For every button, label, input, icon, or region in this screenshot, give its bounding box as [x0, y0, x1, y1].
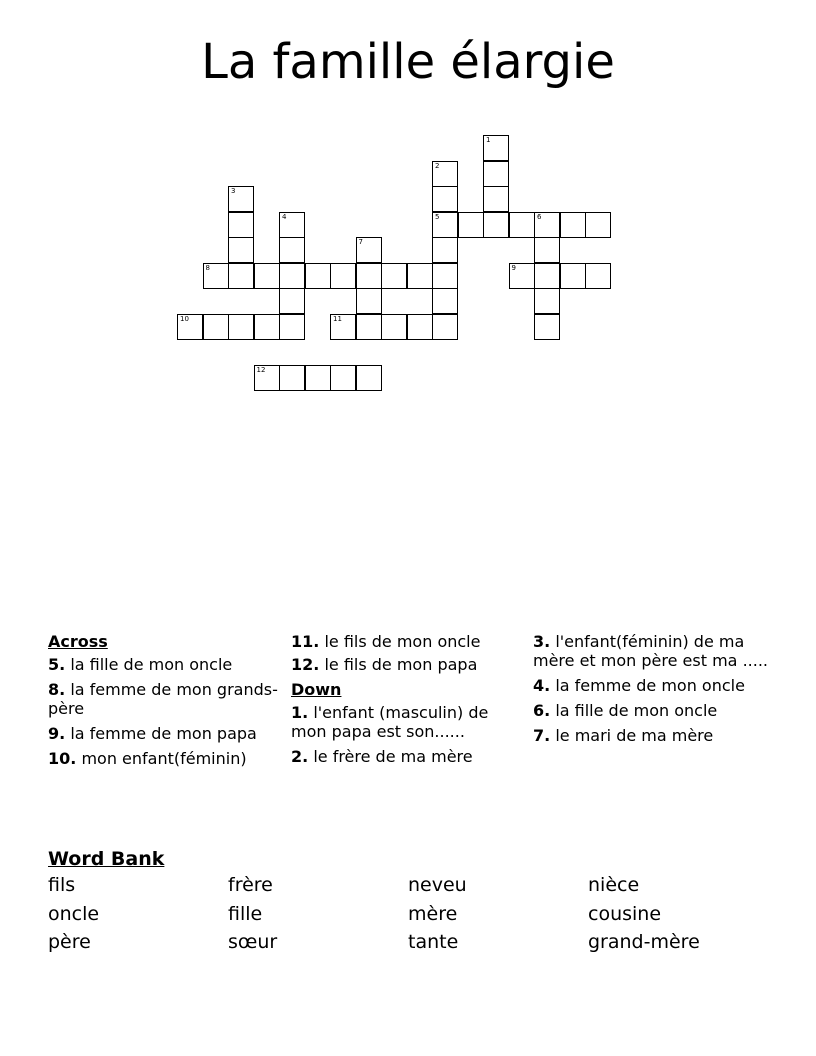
cell-number: 6	[537, 212, 542, 221]
down-clue-7	[533, 726, 768, 745]
cell-number: 1	[486, 136, 491, 144]
crossword-cell[interactable]	[356, 288, 382, 314]
across-clue-5	[48, 655, 280, 674]
crossword-cell[interactable]	[560, 263, 586, 289]
down-clue-1	[291, 703, 526, 741]
clue-text: la fille de mon oncle	[555, 701, 718, 720]
across-clue-12	[291, 655, 526, 674]
clue-number: 12.	[291, 655, 320, 674]
crossword-cell[interactable]	[203, 263, 229, 289]
crossword-cell[interactable]	[381, 263, 407, 289]
clue-text: la femme de mon grands-père	[48, 680, 278, 718]
crossword-cell[interactable]	[228, 314, 254, 340]
clue-number: 3.	[533, 632, 551, 651]
crossword-cell[interactable]	[534, 212, 560, 238]
clue-number: 11.	[291, 632, 320, 651]
crossword-cell[interactable]	[458, 212, 484, 238]
crossword-cell[interactable]	[534, 288, 560, 314]
clue-text: la femme de mon oncle	[555, 676, 745, 695]
crossword-cell[interactable]	[432, 212, 458, 238]
clue-text: l'enfant(féminin) de ma mère et mon père est ma .....	[533, 632, 768, 670]
crossword-cell[interactable]	[279, 365, 305, 391]
crossword-cell[interactable]	[509, 212, 535, 238]
word-bank-item: cousine	[588, 903, 662, 925]
crossword-cell[interactable]	[509, 263, 535, 289]
crossword-grid	[0, 0, 816, 420]
clue-text: le fils de mon papa	[324, 655, 478, 674]
clue-number: 1.	[291, 703, 309, 722]
down-heading: Down	[291, 680, 342, 699]
crossword-cell[interactable]	[228, 237, 254, 263]
word-bank-item: fils	[48, 874, 76, 896]
page-title: La famille élargie	[201, 34, 615, 90]
crossword-cell[interactable]	[177, 314, 203, 340]
word-bank-heading: Word Bank	[48, 848, 165, 870]
clue-text: la femme de mon papa	[70, 724, 257, 743]
clue-text: le frère de ma mère	[313, 747, 473, 766]
clues-column-2	[291, 632, 526, 772]
down-clue-3	[533, 632, 768, 670]
crossword-cell[interactable]	[228, 186, 254, 212]
crossword-cell[interactable]	[330, 365, 356, 391]
crossword-cell[interactable]	[356, 237, 382, 263]
down-clue-6	[533, 701, 768, 720]
clue-text: le mari de ma mère	[555, 726, 714, 745]
clue-text: l'enfant (masculin) de mon papa est son......	[291, 703, 489, 741]
clue-number: 6.	[533, 701, 551, 720]
crossword-cell[interactable]	[483, 135, 509, 161]
cell-number: 5	[435, 212, 440, 221]
crossword-cell[interactable]	[432, 288, 458, 314]
across-clue-9	[48, 724, 280, 743]
across-heading: Across	[48, 632, 108, 651]
crossword-cell[interactable]	[305, 365, 331, 391]
clues-column-1	[48, 632, 280, 774]
crossword-cell[interactable]	[432, 314, 458, 340]
clue-text: la fille de mon oncle	[70, 655, 233, 674]
clue-number: 4.	[533, 676, 551, 695]
word-bank-item: mère	[408, 903, 458, 925]
crossword-cell[interactable]	[407, 314, 433, 340]
word-bank-item: fille	[228, 903, 263, 925]
crossword-cell[interactable]	[560, 212, 586, 238]
crossword-cell[interactable]	[254, 365, 280, 391]
cell-number: 9	[511, 263, 516, 272]
across-clue-8	[48, 680, 280, 718]
crossword-cell[interactable]	[585, 212, 611, 238]
crossword-cell[interactable]	[585, 263, 611, 289]
cell-number: 2	[435, 161, 440, 170]
crossword-cell[interactable]	[356, 314, 382, 340]
crossword-cell[interactable]	[228, 212, 254, 238]
cell-number: 8	[205, 263, 210, 272]
word-bank-item: sœur	[228, 931, 278, 953]
clue-number: 5.	[48, 655, 66, 674]
crossword-cell[interactable]	[483, 161, 509, 187]
word-bank-item: oncle	[48, 903, 100, 925]
clue-number: 7.	[533, 726, 551, 745]
crossword-cell[interactable]	[356, 365, 382, 391]
clue-number: 10.	[48, 749, 77, 768]
cell-number: 10	[180, 314, 189, 323]
clue-text: le fils de mon oncle	[324, 632, 481, 651]
cell-number: 12	[256, 365, 266, 374]
down-clue-4	[533, 676, 768, 695]
crossword-cell[interactable]	[381, 314, 407, 340]
crossword-cell[interactable]	[432, 186, 458, 212]
crossword-cell[interactable]	[330, 263, 356, 289]
word-bank-item: tante	[408, 931, 459, 953]
word-bank-item: neveu	[408, 874, 467, 896]
clue-number: 2.	[291, 747, 309, 766]
crossword-cell[interactable]	[483, 186, 509, 212]
clue-text: mon enfant(féminin)	[81, 749, 247, 768]
across-clue-10	[48, 749, 280, 768]
crossword-cell[interactable]	[305, 263, 331, 289]
crossword-cell[interactable]	[432, 161, 458, 187]
clue-number: 9.	[48, 724, 66, 743]
crossword-cell[interactable]	[534, 314, 560, 340]
crossword-cell[interactable]	[483, 212, 509, 238]
crossword-cell[interactable]	[356, 263, 382, 289]
crossword-cell[interactable]	[203, 314, 229, 340]
crossword-cell[interactable]	[254, 314, 280, 340]
cell-number: 4	[282, 212, 287, 221]
cell-number: 11	[333, 314, 342, 323]
crossword-cell[interactable]	[534, 263, 560, 289]
word-bank-item: frère	[228, 874, 273, 896]
crossword-cell[interactable]	[407, 263, 433, 289]
word-bank-item: grand-mère	[588, 931, 700, 953]
clue-number: 8.	[48, 680, 66, 699]
crossword-cell[interactable]	[279, 263, 305, 289]
crossword-cell[interactable]	[279, 314, 305, 340]
word-bank-item: père	[48, 931, 91, 953]
clues-column-3	[533, 632, 768, 751]
crossword-cell[interactable]	[432, 237, 458, 263]
cell-number: 3	[231, 187, 236, 195]
crossword-cell[interactable]	[279, 288, 305, 314]
crossword-cell[interactable]	[228, 263, 254, 289]
crossword-cell[interactable]	[279, 212, 305, 238]
crossword-cell[interactable]	[432, 263, 458, 289]
word-bank-item: nièce	[588, 874, 640, 896]
crossword-cell[interactable]	[254, 263, 280, 289]
crossword-cell[interactable]	[534, 237, 560, 263]
across-clue-11	[291, 632, 526, 651]
down-clue-2	[291, 747, 526, 766]
crossword-cell[interactable]	[330, 314, 356, 340]
crossword-cell[interactable]	[279, 237, 305, 263]
cell-number: 7	[358, 238, 363, 246]
